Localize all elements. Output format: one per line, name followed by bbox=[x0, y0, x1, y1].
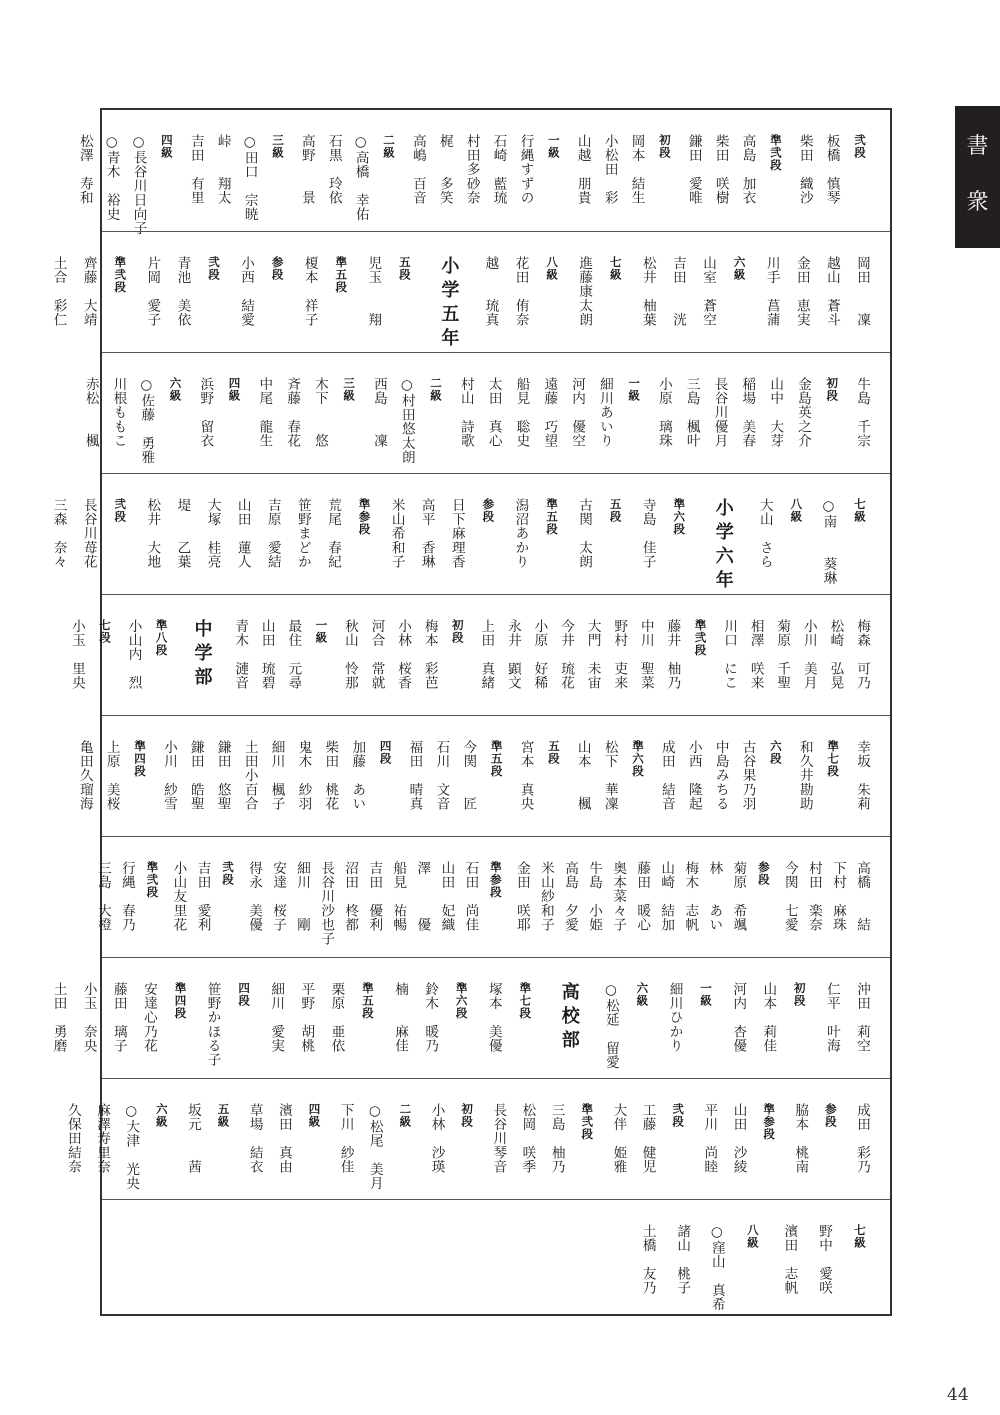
student-name: ○窪山 真希 bbox=[708, 1224, 725, 1311]
student-name: 太田 真心 bbox=[485, 377, 502, 448]
rank-label: 準参段 bbox=[762, 1103, 777, 1141]
student-name: 細川 楓子 bbox=[268, 740, 285, 811]
rank-label: 初段 bbox=[460, 1103, 475, 1128]
student-name: 高島 加衣 bbox=[739, 134, 756, 205]
student-name: 山田 沙綾 bbox=[730, 1103, 747, 1174]
student-name: 小原 璃珠 bbox=[655, 377, 672, 448]
student-name: 川手 菖蒲 bbox=[763, 256, 780, 327]
student-name: 米山紗和子 bbox=[537, 861, 554, 932]
student-name: 成田 結音 bbox=[658, 740, 675, 811]
student-name: ○青木 裕史 bbox=[103, 134, 120, 221]
student-name: 三島 柚乃 bbox=[548, 1103, 565, 1174]
student-name: 山本 莉佳 bbox=[760, 982, 777, 1053]
student-name: 大門 未宙 bbox=[584, 619, 601, 690]
rank-label: 準五段 bbox=[489, 740, 504, 778]
student-name: 稲場 美春 bbox=[739, 377, 756, 448]
student-name: 松岡 咲季 bbox=[519, 1103, 536, 1174]
rank-label: 八級 bbox=[789, 498, 804, 523]
rank-label: 準弐段 bbox=[693, 619, 708, 657]
student-name: 齊藤 大靖 bbox=[80, 256, 97, 327]
student-name: 金島英之介 bbox=[794, 377, 811, 448]
rank-label: 準弐段 bbox=[113, 256, 128, 294]
student-name: 大山 さら bbox=[756, 498, 773, 569]
student-name: 三島 楓叶 bbox=[683, 377, 700, 448]
student-name: 山越 朋貴 bbox=[574, 134, 591, 205]
rank-label: 準六段 bbox=[672, 498, 687, 536]
student-name: 船見 祐暢 bbox=[390, 861, 407, 932]
rank-label: 二級 bbox=[429, 377, 443, 402]
student-name: 栗原 亜依 bbox=[328, 982, 345, 1053]
student-name: 山本 楓 bbox=[574, 740, 591, 811]
student-name: 野村 吏来 bbox=[611, 619, 628, 690]
student-name: 脇本 桃南 bbox=[792, 1103, 809, 1174]
student-name: 鎌田 皓聖 bbox=[187, 740, 204, 811]
student-name: 宮本 真央 bbox=[517, 740, 534, 811]
rank-label: 弐段 bbox=[671, 1103, 686, 1128]
student-name: 松崎 弘晃 bbox=[827, 619, 844, 690]
student-name: 沼田 柊都 bbox=[342, 861, 359, 932]
student-name: 小山内 烈 bbox=[125, 619, 142, 690]
table-row bbox=[82, 352, 890, 473]
student-name: 下村 麻珠 bbox=[829, 861, 846, 932]
rank-label: 初段 bbox=[825, 377, 840, 402]
student-name: 上原 美桜 bbox=[103, 740, 120, 811]
rank-label: 七段 bbox=[97, 619, 112, 644]
rank-label: 準五段 bbox=[334, 256, 349, 294]
rank-label: 弐段 bbox=[113, 498, 128, 523]
student-name: 上田 真緒 bbox=[478, 619, 495, 690]
rank-label: 六級 bbox=[154, 1103, 169, 1128]
student-name: 榎本 祥子 bbox=[301, 256, 318, 327]
student-name: 山田 蓮人 bbox=[234, 498, 251, 569]
rank-label: 八級 bbox=[545, 256, 560, 281]
section-heading: 中学部 bbox=[191, 619, 213, 691]
rank-label: 一級 bbox=[699, 982, 714, 1007]
student-name: 藤井 柚乃 bbox=[664, 619, 681, 690]
table-row bbox=[102, 1199, 890, 1320]
student-name: 笹野まどか bbox=[294, 498, 311, 569]
student-name: 松澤 寿和 bbox=[76, 134, 93, 205]
rank-label: 参段 bbox=[481, 498, 496, 523]
section-heading: 小学六年 bbox=[712, 498, 734, 594]
student-name: 秋山 怜那 bbox=[341, 619, 358, 690]
rank-label: 五段 bbox=[608, 498, 623, 523]
student-name: 行縄 春乃 bbox=[118, 861, 135, 932]
student-name: 柴田 咲樹 bbox=[712, 134, 729, 205]
rank-label: 準弐段 bbox=[580, 1103, 595, 1141]
rank-label: 準四段 bbox=[173, 982, 188, 1020]
student-name: 幸坂 朱莉 bbox=[854, 740, 870, 811]
student-name: 進藤康太朗 bbox=[576, 256, 593, 327]
student-name: 林 あい bbox=[706, 861, 723, 932]
rank-label: 二級 bbox=[381, 134, 396, 159]
rank-label: 準六段 bbox=[454, 982, 469, 1020]
student-name: 小松田 彩 bbox=[601, 134, 618, 205]
student-name: 高野 景 bbox=[298, 134, 315, 205]
rank-label: 三級 bbox=[342, 377, 357, 402]
student-name: 濱田 志帆 bbox=[781, 1224, 798, 1295]
rank-label: 準四段 bbox=[133, 740, 147, 778]
student-name: 岡本 結生 bbox=[628, 134, 645, 205]
rank-label: 準参段 bbox=[488, 861, 503, 899]
rank-label: 準弐段 bbox=[768, 134, 783, 172]
student-name: 山田 妃織 bbox=[438, 861, 455, 932]
student-name: 潟沼あかり bbox=[512, 498, 529, 569]
student-name: 小玉 里央 bbox=[68, 619, 85, 690]
student-name: 小川 紗雪 bbox=[160, 740, 177, 811]
student-name: 斉藤 春花 bbox=[284, 377, 301, 448]
rank-label: 初段 bbox=[792, 982, 807, 1007]
student-name: 吉田 優利 bbox=[366, 861, 383, 932]
student-name: 大塚 桂亮 bbox=[204, 498, 221, 569]
student-name: 小原 好稀 bbox=[531, 619, 548, 690]
student-name: 鬼木 紗羽 bbox=[295, 740, 312, 811]
rank-label: 八級 bbox=[745, 1224, 760, 1249]
table-row bbox=[76, 110, 890, 236]
student-name: 古谷果乃羽 bbox=[739, 740, 756, 811]
student-name: ○長谷川日向子 bbox=[130, 134, 147, 236]
student-name: 小山友里花 bbox=[170, 861, 187, 932]
row-columns bbox=[76, 110, 890, 236]
student-name: 石崎 藍琉 bbox=[490, 134, 507, 205]
student-name: ○村田悠太朗 bbox=[398, 377, 415, 464]
student-name: 藤田 暖心 bbox=[634, 861, 651, 932]
student-name: 三島 大橙 bbox=[94, 861, 111, 932]
student-name: 石田 尚佳 bbox=[462, 861, 479, 932]
student-name: 梶 多笑 bbox=[436, 134, 453, 205]
page-number: 44 bbox=[947, 1385, 969, 1405]
student-name: 久保田結奈 bbox=[64, 1103, 81, 1174]
student-name: 小川 美月 bbox=[800, 619, 817, 690]
student-name: 米山希和子 bbox=[388, 498, 405, 569]
student-name: 小林 沙瑛 bbox=[428, 1103, 445, 1174]
student-name: 中尾 龍生 bbox=[256, 377, 273, 448]
student-name: 金田 咲耶 bbox=[513, 861, 530, 932]
rank-label: 準七段 bbox=[826, 740, 841, 778]
student-name: 石川 文音 bbox=[433, 740, 450, 811]
student-name: 小林 桜香 bbox=[395, 619, 412, 690]
rank-label: 五段 bbox=[546, 740, 561, 765]
student-name: 石黒 玲依 bbox=[325, 134, 342, 205]
student-name: 小玉 奈央 bbox=[80, 982, 97, 1053]
student-name: 三森 奈々 bbox=[50, 498, 67, 569]
student-name: 濱田 真由 bbox=[275, 1103, 292, 1174]
student-name: 高嶋 百音 bbox=[409, 134, 426, 205]
student-name: 長谷川琴音 bbox=[490, 1103, 507, 1174]
student-name: 安達 桜子 bbox=[270, 861, 287, 932]
student-name: 長谷川苺花 bbox=[80, 498, 97, 569]
student-name: 平野 胡桃 bbox=[298, 982, 315, 1053]
rank-label: 七級 bbox=[853, 498, 867, 523]
student-name: 鈴木 暖乃 bbox=[422, 982, 439, 1053]
student-name: 中島みちる bbox=[712, 740, 729, 811]
student-name: 土田小百合 bbox=[241, 740, 258, 811]
student-name: 沖田 莉空 bbox=[854, 982, 870, 1053]
student-name: 児玉 翔 bbox=[365, 256, 382, 327]
rank-label: 七級 bbox=[608, 256, 623, 281]
table-row bbox=[50, 957, 890, 1078]
student-name: 高橋 結 bbox=[854, 861, 870, 932]
student-name: 木下 悠 bbox=[311, 377, 328, 448]
student-name: 麻澤寿里奈 bbox=[94, 1103, 111, 1174]
rank-label: 六級 bbox=[732, 256, 747, 281]
rank-label: 一級 bbox=[314, 619, 329, 644]
row-columns bbox=[102, 1200, 890, 1320]
row-columns bbox=[50, 958, 890, 1078]
student-name: 青池 美依 bbox=[174, 256, 191, 327]
student-name: 村山 詩歌 bbox=[457, 377, 474, 448]
student-name: 永井 顕文 bbox=[504, 619, 521, 690]
student-name: 亀田久瑠海 bbox=[76, 740, 93, 811]
student-name: 山田 琉碧 bbox=[258, 619, 275, 690]
student-name: 河合 常就 bbox=[368, 619, 385, 690]
student-name: 平川 尚睦 bbox=[701, 1103, 718, 1174]
student-name: 岡田 凜 bbox=[854, 256, 870, 327]
student-name: 梅木 志帆 bbox=[682, 861, 699, 932]
rank-label: 四級 bbox=[159, 134, 174, 159]
student-name: 行縄すずの bbox=[517, 134, 534, 205]
student-name: 越山 蒼斗 bbox=[823, 256, 840, 327]
student-name: 青木 漣音 bbox=[232, 619, 249, 690]
student-name: 板橋 慎琴 bbox=[823, 134, 840, 205]
table-row bbox=[76, 715, 890, 836]
rank-label: 準五段 bbox=[360, 982, 375, 1020]
student-name: ○松延 留愛 bbox=[602, 982, 619, 1069]
row-columns bbox=[50, 474, 890, 594]
table-row bbox=[50, 231, 890, 352]
student-name: 赤松 楓 bbox=[82, 377, 99, 448]
student-name: 土橋 友乃 bbox=[639, 1224, 656, 1295]
row-columns bbox=[64, 1079, 890, 1199]
category-tab bbox=[955, 106, 1000, 248]
student-name: 笹野かほる子 bbox=[204, 982, 221, 1067]
student-name: 成田 彩乃 bbox=[854, 1103, 870, 1174]
rank-label: 初段 bbox=[657, 134, 672, 159]
rank-label: 準参段 bbox=[357, 498, 372, 536]
rank-label: 参段 bbox=[270, 256, 285, 281]
student-name: 高平 香琳 bbox=[418, 498, 435, 569]
student-name: 吉原 愛結 bbox=[264, 498, 281, 569]
row-columns bbox=[76, 716, 890, 836]
rank-label: 準八段 bbox=[154, 619, 169, 657]
student-name: 川口 にこ bbox=[721, 619, 738, 690]
student-name: ○高橋 幸佑 bbox=[352, 134, 369, 221]
student-name: 細川ひかり bbox=[666, 982, 683, 1053]
student-name: 下川 紗佳 bbox=[337, 1103, 354, 1174]
student-name: 澤 優 bbox=[414, 861, 431, 932]
rank-label: 一級 bbox=[546, 134, 561, 159]
student-name: 松井 柚葉 bbox=[639, 256, 656, 327]
student-name: 相澤 咲来 bbox=[747, 619, 764, 690]
student-name: 梅森 可乃 bbox=[854, 619, 870, 690]
student-name: 今関 匠 bbox=[460, 740, 477, 811]
student-name: 浜野 留衣 bbox=[197, 377, 214, 448]
student-name: 加藤 あい bbox=[349, 740, 366, 811]
row-columns bbox=[82, 353, 890, 473]
student-name: 古関 太朗 bbox=[576, 498, 593, 569]
rank-label: 四段 bbox=[237, 982, 252, 1007]
table-row bbox=[64, 1078, 890, 1199]
student-name: 牛島 小姫 bbox=[586, 861, 603, 932]
student-name: 奥本菜々子 bbox=[610, 861, 627, 932]
student-name: 寺島 佳子 bbox=[639, 498, 656, 569]
student-name: 藤田 璃子 bbox=[110, 982, 127, 1053]
student-name: ○松尾 美月 bbox=[366, 1103, 383, 1190]
student-name: 山崎 結加 bbox=[658, 861, 675, 932]
category-label-top: 書 bbox=[966, 134, 989, 159]
student-name: 鎌田 愛唯 bbox=[685, 134, 702, 205]
table-row bbox=[50, 473, 890, 594]
student-name: 和久井勘助 bbox=[796, 740, 813, 811]
student-name: 鎌田 悠聖 bbox=[214, 740, 231, 811]
rank-label: 一級 bbox=[627, 377, 642, 402]
student-name: 楠 麻佳 bbox=[392, 982, 409, 1053]
student-name: 村田 楽奈 bbox=[805, 861, 822, 932]
student-name: 小西 隆起 bbox=[685, 740, 702, 811]
student-name: 花田 侑奈 bbox=[512, 256, 529, 327]
student-name: 中川 聖菜 bbox=[637, 619, 654, 690]
student-name: 塚本 美優 bbox=[485, 982, 502, 1053]
student-name: 越 琉真 bbox=[482, 256, 499, 327]
student-name: 草場 結衣 bbox=[246, 1103, 263, 1174]
student-name: 長谷川沙也子 bbox=[318, 861, 335, 946]
student-name: ○佐藤 勇雅 bbox=[138, 377, 155, 464]
student-name: ○田口 宗暁 bbox=[241, 134, 258, 221]
student-name: 山室 蒼空 bbox=[700, 256, 717, 327]
rank-label: 弐段 bbox=[853, 134, 867, 159]
student-name: 最住 元尋 bbox=[285, 619, 302, 690]
student-name: 大伴 姫雅 bbox=[610, 1103, 627, 1174]
student-name: 細川あいり bbox=[596, 377, 613, 448]
student-name: 松井 大地 bbox=[144, 498, 161, 569]
student-name: 堤 乙葉 bbox=[174, 498, 191, 569]
student-name: 西島 凜 bbox=[370, 377, 387, 448]
student-name: 峠 翔太 bbox=[214, 134, 231, 205]
student-name: 今井 琉花 bbox=[558, 619, 575, 690]
rank-label: 四級 bbox=[227, 377, 242, 402]
student-name: 柴田 織沙 bbox=[796, 134, 813, 205]
student-name: 荒尾 春紀 bbox=[325, 498, 341, 569]
student-name: 工藤 健児 bbox=[639, 1103, 656, 1174]
student-name: 牛島 千宗 bbox=[854, 377, 870, 448]
rank-label: 五段 bbox=[397, 256, 412, 281]
student-name: 小西 結愛 bbox=[238, 256, 255, 327]
student-name: 今関 七愛 bbox=[781, 861, 798, 932]
rank-label: 準弐段 bbox=[145, 861, 160, 899]
student-name: 野中 愛咲 bbox=[816, 1224, 832, 1295]
student-name: 福田 晴真 bbox=[406, 740, 423, 811]
student-name: 梅本 彩芭 bbox=[421, 619, 438, 690]
rank-label: 参段 bbox=[756, 861, 771, 886]
student-name: 得永 美優 bbox=[246, 861, 263, 932]
student-name: 吉田 愛利 bbox=[194, 861, 211, 932]
student-name: 土合 彩仁 bbox=[50, 256, 67, 327]
student-name: 細川 剛 bbox=[294, 861, 311, 932]
student-name: ○大津 光央 bbox=[123, 1103, 140, 1190]
rank-label: 二級 bbox=[398, 1103, 413, 1128]
section-heading: 小学五年 bbox=[438, 256, 460, 352]
rank-label: 弐段 bbox=[220, 861, 235, 886]
student-name: 長谷川優月 bbox=[711, 377, 728, 448]
rank-label: 弐段 bbox=[206, 256, 221, 281]
student-name: 吉田 有里 bbox=[187, 134, 204, 205]
row-columns bbox=[68, 595, 890, 715]
rank-label: 参段 bbox=[823, 1103, 838, 1128]
rank-label: 準五段 bbox=[544, 498, 559, 536]
table-row bbox=[94, 836, 890, 957]
student-name: 河内 優空 bbox=[569, 377, 586, 448]
student-name: 諸山 桃子 bbox=[674, 1224, 691, 1295]
student-name: 片岡 愛子 bbox=[144, 256, 161, 327]
rank-label: 六級 bbox=[635, 982, 650, 1007]
student-name: 土田 勇磨 bbox=[50, 982, 67, 1053]
row-columns bbox=[50, 232, 890, 352]
student-name: 河内 杏優 bbox=[730, 982, 747, 1053]
rank-label: 六段 bbox=[768, 740, 783, 765]
student-name: 細川 愛実 bbox=[268, 982, 285, 1053]
student-name: 川根ももこ bbox=[110, 377, 127, 448]
table-row bbox=[68, 594, 890, 715]
student-name: 日下麻理香 bbox=[448, 498, 465, 569]
student-name: 坂元 茜 bbox=[184, 1103, 201, 1174]
rank-label: 七級 bbox=[853, 1224, 867, 1249]
rank-label: 四級 bbox=[307, 1103, 322, 1128]
student-name: 山中 大芽 bbox=[767, 377, 784, 448]
rank-label: 六級 bbox=[168, 377, 183, 402]
rank-label: 初段 bbox=[450, 619, 465, 644]
roster-table bbox=[50, 108, 892, 1316]
student-name: 遠藤 巧望 bbox=[541, 377, 558, 448]
row-columns bbox=[94, 837, 890, 957]
rank-label: 五級 bbox=[216, 1103, 231, 1128]
student-name: 船見 聡史 bbox=[513, 377, 530, 448]
rank-label: 四段 bbox=[378, 740, 393, 765]
student-name: 安達心乃花 bbox=[140, 982, 157, 1053]
rank-label: 準七段 bbox=[518, 982, 533, 1020]
student-name: 仁平 叶海 bbox=[823, 982, 840, 1053]
student-name: 吉田 洸 bbox=[669, 256, 686, 327]
student-name: 金田 恵実 bbox=[793, 256, 810, 327]
student-name: 村田多砂奈 bbox=[463, 134, 480, 205]
category-label-bottom: 衆 bbox=[966, 190, 989, 215]
student-name: 高島 夕愛 bbox=[562, 861, 579, 932]
rank-label: 三級 bbox=[270, 134, 285, 159]
rank-label: 準六段 bbox=[630, 740, 645, 778]
student-name: 柴田 桃花 bbox=[322, 740, 339, 811]
student-name: 菊原 希颯 bbox=[730, 861, 747, 932]
student-name: 松下 華凜 bbox=[601, 740, 618, 811]
student-name: ○南 葵琳 bbox=[820, 498, 837, 585]
student-name: 菊原 千聖 bbox=[774, 619, 791, 690]
section-heading: 高校部 bbox=[558, 982, 580, 1054]
